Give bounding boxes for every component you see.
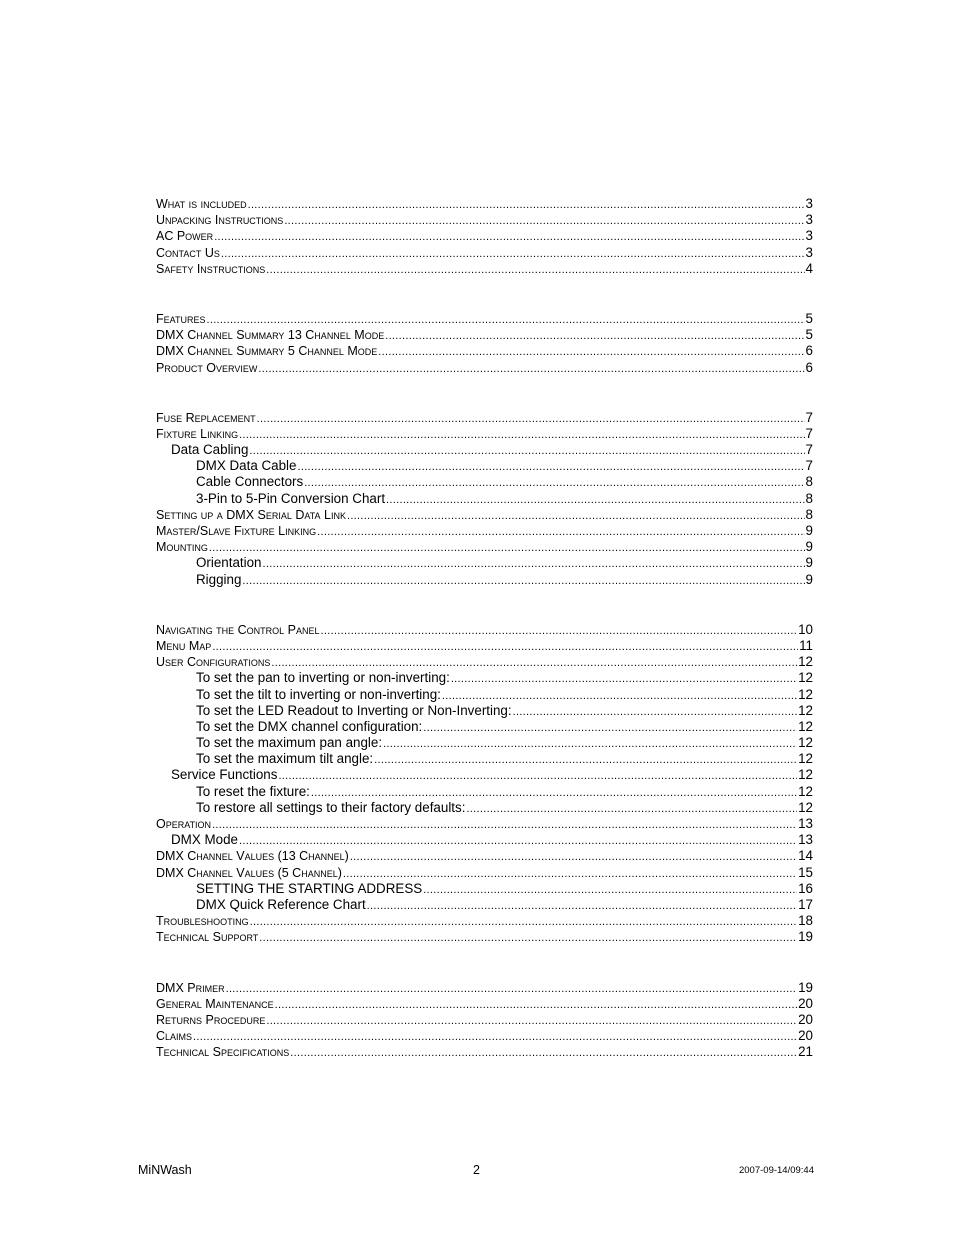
toc-entry-label: Safety Instructions: [156, 261, 266, 276]
toc-entry-page: 10: [798, 621, 813, 637]
toc-dot-leader: [250, 914, 797, 929]
page-footer: [138, 1163, 814, 1179]
toc-dot-leader: [374, 752, 797, 767]
toc-dot-leader: [239, 427, 804, 442]
toc-entry-page: 13: [798, 816, 813, 831]
toc-entry-page: 14: [798, 848, 813, 864]
toc-entry-page: 12: [798, 767, 813, 783]
toc-entry[interactable]: [156, 474, 813, 490]
toc-entry-label: SETTING THE STARTING ADDRESS: [196, 880, 423, 896]
toc-entry[interactable]: [156, 1044, 813, 1060]
toc-entry-page: 12: [798, 702, 813, 718]
toc-entry-page: 13: [798, 832, 813, 848]
toc-entry[interactable]: [156, 622, 813, 638]
toc-entry-label: Setting up a DMX Serial Data Link: [156, 507, 346, 522]
toc-entry[interactable]: [156, 929, 813, 945]
toc-dot-leader: [226, 981, 798, 996]
toc-dot-leader: [317, 524, 804, 539]
toc-entry-page: 12: [798, 686, 813, 702]
toc-dot-leader: [263, 556, 805, 571]
toc-dot-leader: [206, 312, 804, 327]
toc-entry-page: 12: [798, 670, 813, 686]
toc-entry[interactable]: [156, 572, 813, 588]
toc-dot-leader: [239, 833, 797, 848]
toc-dot-leader: [278, 768, 797, 783]
toc-dot-leader: [297, 459, 804, 474]
toc-entry-label: DMX Channel Summary 13 Channel Mode: [156, 328, 385, 343]
toc-entry-page: 9: [805, 523, 813, 538]
toc-entry-label: Features: [156, 311, 206, 326]
toc-entry-page: 16: [798, 880, 813, 896]
toc-entry-page: 3: [805, 196, 813, 211]
toc-entry[interactable]: [156, 913, 813, 929]
toc-entry-page: 21: [798, 1044, 813, 1060]
footer-page-number: 2: [473, 1163, 480, 1177]
toc-entry-page: 4: [805, 260, 813, 276]
toc-entry[interactable]: [156, 327, 813, 343]
toc-entry[interactable]: [156, 800, 813, 816]
toc-dot-leader: [221, 246, 805, 261]
toc-entry-label: Troubleshooting: [156, 914, 249, 929]
toc-entry[interactable]: [156, 245, 813, 261]
toc-dot-leader: [386, 492, 805, 507]
toc-entry[interactable]: [156, 539, 813, 555]
toc-entry[interactable]: [156, 228, 813, 244]
toc-dot-leader: [290, 1045, 797, 1060]
toc-entry[interactable]: [156, 491, 813, 507]
toc-entry[interactable]: [156, 848, 813, 864]
toc-dot-leader: [466, 801, 797, 816]
toc-section: [156, 980, 813, 1061]
toc-entry-label: Technical Specifications: [156, 1045, 290, 1060]
toc-entry-page: 7: [805, 442, 813, 458]
toc-dot-leader: [248, 197, 805, 212]
toc-entry[interactable]: [156, 670, 813, 686]
toc-entry-label: DMX Channel Values (13 Channel): [156, 849, 349, 864]
toc-entry-page: 8: [805, 474, 813, 490]
toc-entry[interactable]: [156, 523, 813, 539]
toc-entry[interactable]: [156, 442, 813, 458]
toc-dot-leader: [275, 997, 797, 1012]
toc-entry[interactable]: [156, 458, 813, 474]
toc-section: [156, 196, 813, 277]
toc-entry-label: DMX Channel Values (5 Channel): [156, 865, 342, 880]
toc-entry-label: DMX Mode: [171, 832, 238, 848]
toc-entry-page: 12: [798, 735, 813, 751]
toc-entry-label: To restore all settings to their factory defaults:: [196, 799, 466, 815]
toc-entry-label: To reset the fixture:: [196, 783, 310, 799]
toc-entry-label: To set the LED Readout to Inverting or Non-Inverting:: [196, 702, 512, 718]
toc-entry[interactable]: [156, 767, 813, 783]
toc-entry[interactable]: [156, 196, 813, 212]
toc-dot-leader: [242, 573, 804, 588]
toc-entry-page: 19: [798, 979, 813, 995]
toc-entry[interactable]: [156, 410, 813, 426]
toc-entry[interactable]: [156, 719, 813, 735]
toc-entry-label: To set the maximum tilt angle:: [196, 751, 374, 767]
toc-entry[interactable]: [156, 555, 813, 571]
toc-entry-label: Fixture Linking: [156, 426, 239, 441]
toc-dot-leader: [212, 817, 797, 832]
toc-entry-label: Master/Slave Fixture Linking: [156, 524, 317, 538]
toc-entry[interactable]: [156, 1012, 813, 1028]
toc-dot-leader: [347, 508, 805, 523]
toc-entry-label: Contact Us: [156, 245, 220, 260]
toc-dot-leader: [304, 475, 804, 490]
toc-entry-page: 7: [805, 458, 813, 474]
toc-entry-page: 20: [798, 1011, 813, 1027]
toc-dot-leader: [311, 785, 797, 800]
toc-dot-leader: [212, 639, 798, 654]
toc-entry[interactable]: [156, 881, 813, 897]
toc-entry-label: To set the DMX channel configuration:: [196, 718, 423, 734]
toc-dot-leader: [451, 671, 797, 686]
toc-dot-leader: [258, 361, 804, 376]
toc-dot-leader: [423, 882, 797, 897]
toc-entry-label: DMX Data Cable: [196, 458, 297, 474]
toc-entry-label: AC Power: [156, 229, 214, 244]
toc-entry-label: Menu Map: [156, 638, 212, 653]
toc-entry[interactable]: [156, 654, 813, 670]
toc-entry-page: 5: [805, 327, 813, 343]
toc-entry[interactable]: [156, 996, 813, 1012]
toc-entry-label: Claims: [156, 1029, 193, 1044]
toc-entry[interactable]: [156, 311, 813, 327]
toc-dot-leader: [442, 688, 797, 703]
toc-entry-label: To set the pan to inverting or non-inverting:: [196, 670, 450, 686]
toc-entry-label: Fuse Replacement: [156, 410, 256, 425]
toc-entry-page: 12: [798, 783, 813, 799]
toc-dot-leader: [383, 736, 797, 751]
toc-entry-page: 19: [798, 929, 813, 945]
toc-entry[interactable]: [156, 507, 813, 523]
toc-entry-page: 8: [805, 506, 813, 522]
toc-entry-page: 12: [798, 751, 813, 767]
toc-entry-label: Cable Connectors: [196, 474, 304, 490]
toc-dot-leader: [271, 655, 797, 670]
toc-dot-leader: [321, 623, 798, 638]
toc-entry-page: 3: [805, 212, 813, 228]
toc-entry-page: 12: [798, 718, 813, 734]
toc-entry-label: DMX Quick Reference Chart: [196, 896, 366, 912]
toc-entry-page: 6: [805, 343, 813, 359]
toc-entry[interactable]: [156, 816, 813, 832]
toc-entry-label: What is included: [156, 197, 247, 211]
toc-entry[interactable]: [156, 261, 813, 277]
toc-entry[interactable]: [156, 426, 813, 442]
toc-dot-leader: [249, 443, 804, 458]
toc-dot-leader: [209, 540, 805, 555]
toc-dot-leader: [385, 328, 804, 343]
toc-dot-leader: [266, 262, 804, 277]
toc-entry-page: 6: [805, 359, 813, 375]
toc-entry[interactable]: [156, 865, 813, 881]
toc-section: [156, 311, 813, 376]
toc-entry-page: 5: [805, 310, 813, 326]
toc-entry-label: To set the maximum pan angle:: [196, 735, 383, 751]
toc-entry-label: DMX Primer: [156, 980, 225, 995]
toc-entry-label: Product Overview: [156, 360, 258, 375]
toc-section: [156, 410, 813, 588]
toc-dot-leader: [350, 849, 797, 864]
toc-entry[interactable]: [156, 703, 813, 719]
toc-entry[interactable]: [156, 343, 813, 359]
toc-entry-page: 18: [798, 913, 813, 929]
toc-entry-page: 9: [805, 539, 813, 555]
table-of-contents: [156, 196, 813, 1094]
toc-entry[interactable]: [156, 832, 813, 848]
toc-entry[interactable]: [156, 980, 813, 996]
toc-entry-label: Mounting: [156, 540, 208, 555]
toc-dot-leader: [284, 213, 804, 228]
toc-entry-label: 3-Pin to 5-Pin Conversion Chart: [196, 490, 386, 506]
toc-entry-label: DMX Channel Summary 5 Channel Mode: [156, 344, 378, 359]
toc-entry-page: 7: [805, 409, 813, 425]
toc-entry-label: Rigging: [196, 571, 242, 587]
toc-dot-leader: [378, 344, 804, 359]
toc-entry-page: 15: [798, 864, 813, 880]
toc-entry-page: 12: [798, 654, 813, 670]
toc-entry-label: To set the tilt to inverting or non-inverting:: [196, 686, 441, 702]
toc-entry[interactable]: [156, 360, 813, 376]
toc-entry-label: Unpacking Instructions: [156, 213, 284, 228]
toc-entry-label: Technical Support: [156, 930, 259, 945]
toc-entry-label: Service Functions: [171, 767, 278, 783]
toc-dot-leader: [513, 704, 797, 719]
toc-dot-leader: [423, 720, 797, 735]
toc-dot-leader: [266, 1013, 797, 1028]
toc-entry-label: Operation: [156, 817, 212, 831]
toc-entry-label: General Maintenance: [156, 996, 274, 1011]
toc-entry[interactable]: [156, 784, 813, 800]
toc-entry-page: 3: [805, 244, 813, 260]
toc-dot-leader: [214, 229, 804, 244]
toc-entry[interactable]: [156, 751, 813, 767]
toc-entry[interactable]: [156, 897, 813, 913]
toc-entry-page: 8: [805, 490, 813, 506]
toc-entry-label: Data Cabling: [171, 442, 249, 458]
toc-entry[interactable]: [156, 735, 813, 751]
toc-dot-leader: [257, 411, 805, 426]
toc-entry-page: 9: [805, 555, 813, 571]
toc-entry-page: 20: [798, 1028, 813, 1044]
toc-entry[interactable]: [156, 687, 813, 703]
toc-entry-page: 17: [798, 896, 813, 912]
toc-entry-page: 3: [805, 228, 813, 244]
toc-entry[interactable]: [156, 1028, 813, 1044]
toc-entry[interactable]: [156, 212, 813, 228]
toc-entry-label: User Configurations: [156, 655, 271, 670]
footer-timestamp: 2007-09-14/09:44: [738, 1165, 814, 1176]
toc-entry-page: 7: [805, 425, 813, 441]
toc-dot-leader: [367, 898, 797, 913]
toc-entry[interactable]: [156, 638, 813, 654]
toc-entry-page: 12: [798, 799, 813, 815]
toc-dot-leader: [193, 1029, 797, 1044]
toc-section: [156, 622, 813, 946]
toc-entry-label: Returns Procedure: [156, 1012, 266, 1027]
toc-entry-label: Navigating the Control Panel: [156, 622, 320, 637]
footer-document-name: MiNWash: [138, 1163, 192, 1177]
toc-dot-leader: [259, 930, 797, 945]
toc-dot-leader: [343, 866, 797, 881]
toc-entry-page: 20: [798, 995, 813, 1011]
toc-entry-page: 9: [805, 571, 813, 587]
toc-entry-page: 11: [799, 637, 813, 653]
toc-entry-label: Orientation: [196, 555, 262, 571]
